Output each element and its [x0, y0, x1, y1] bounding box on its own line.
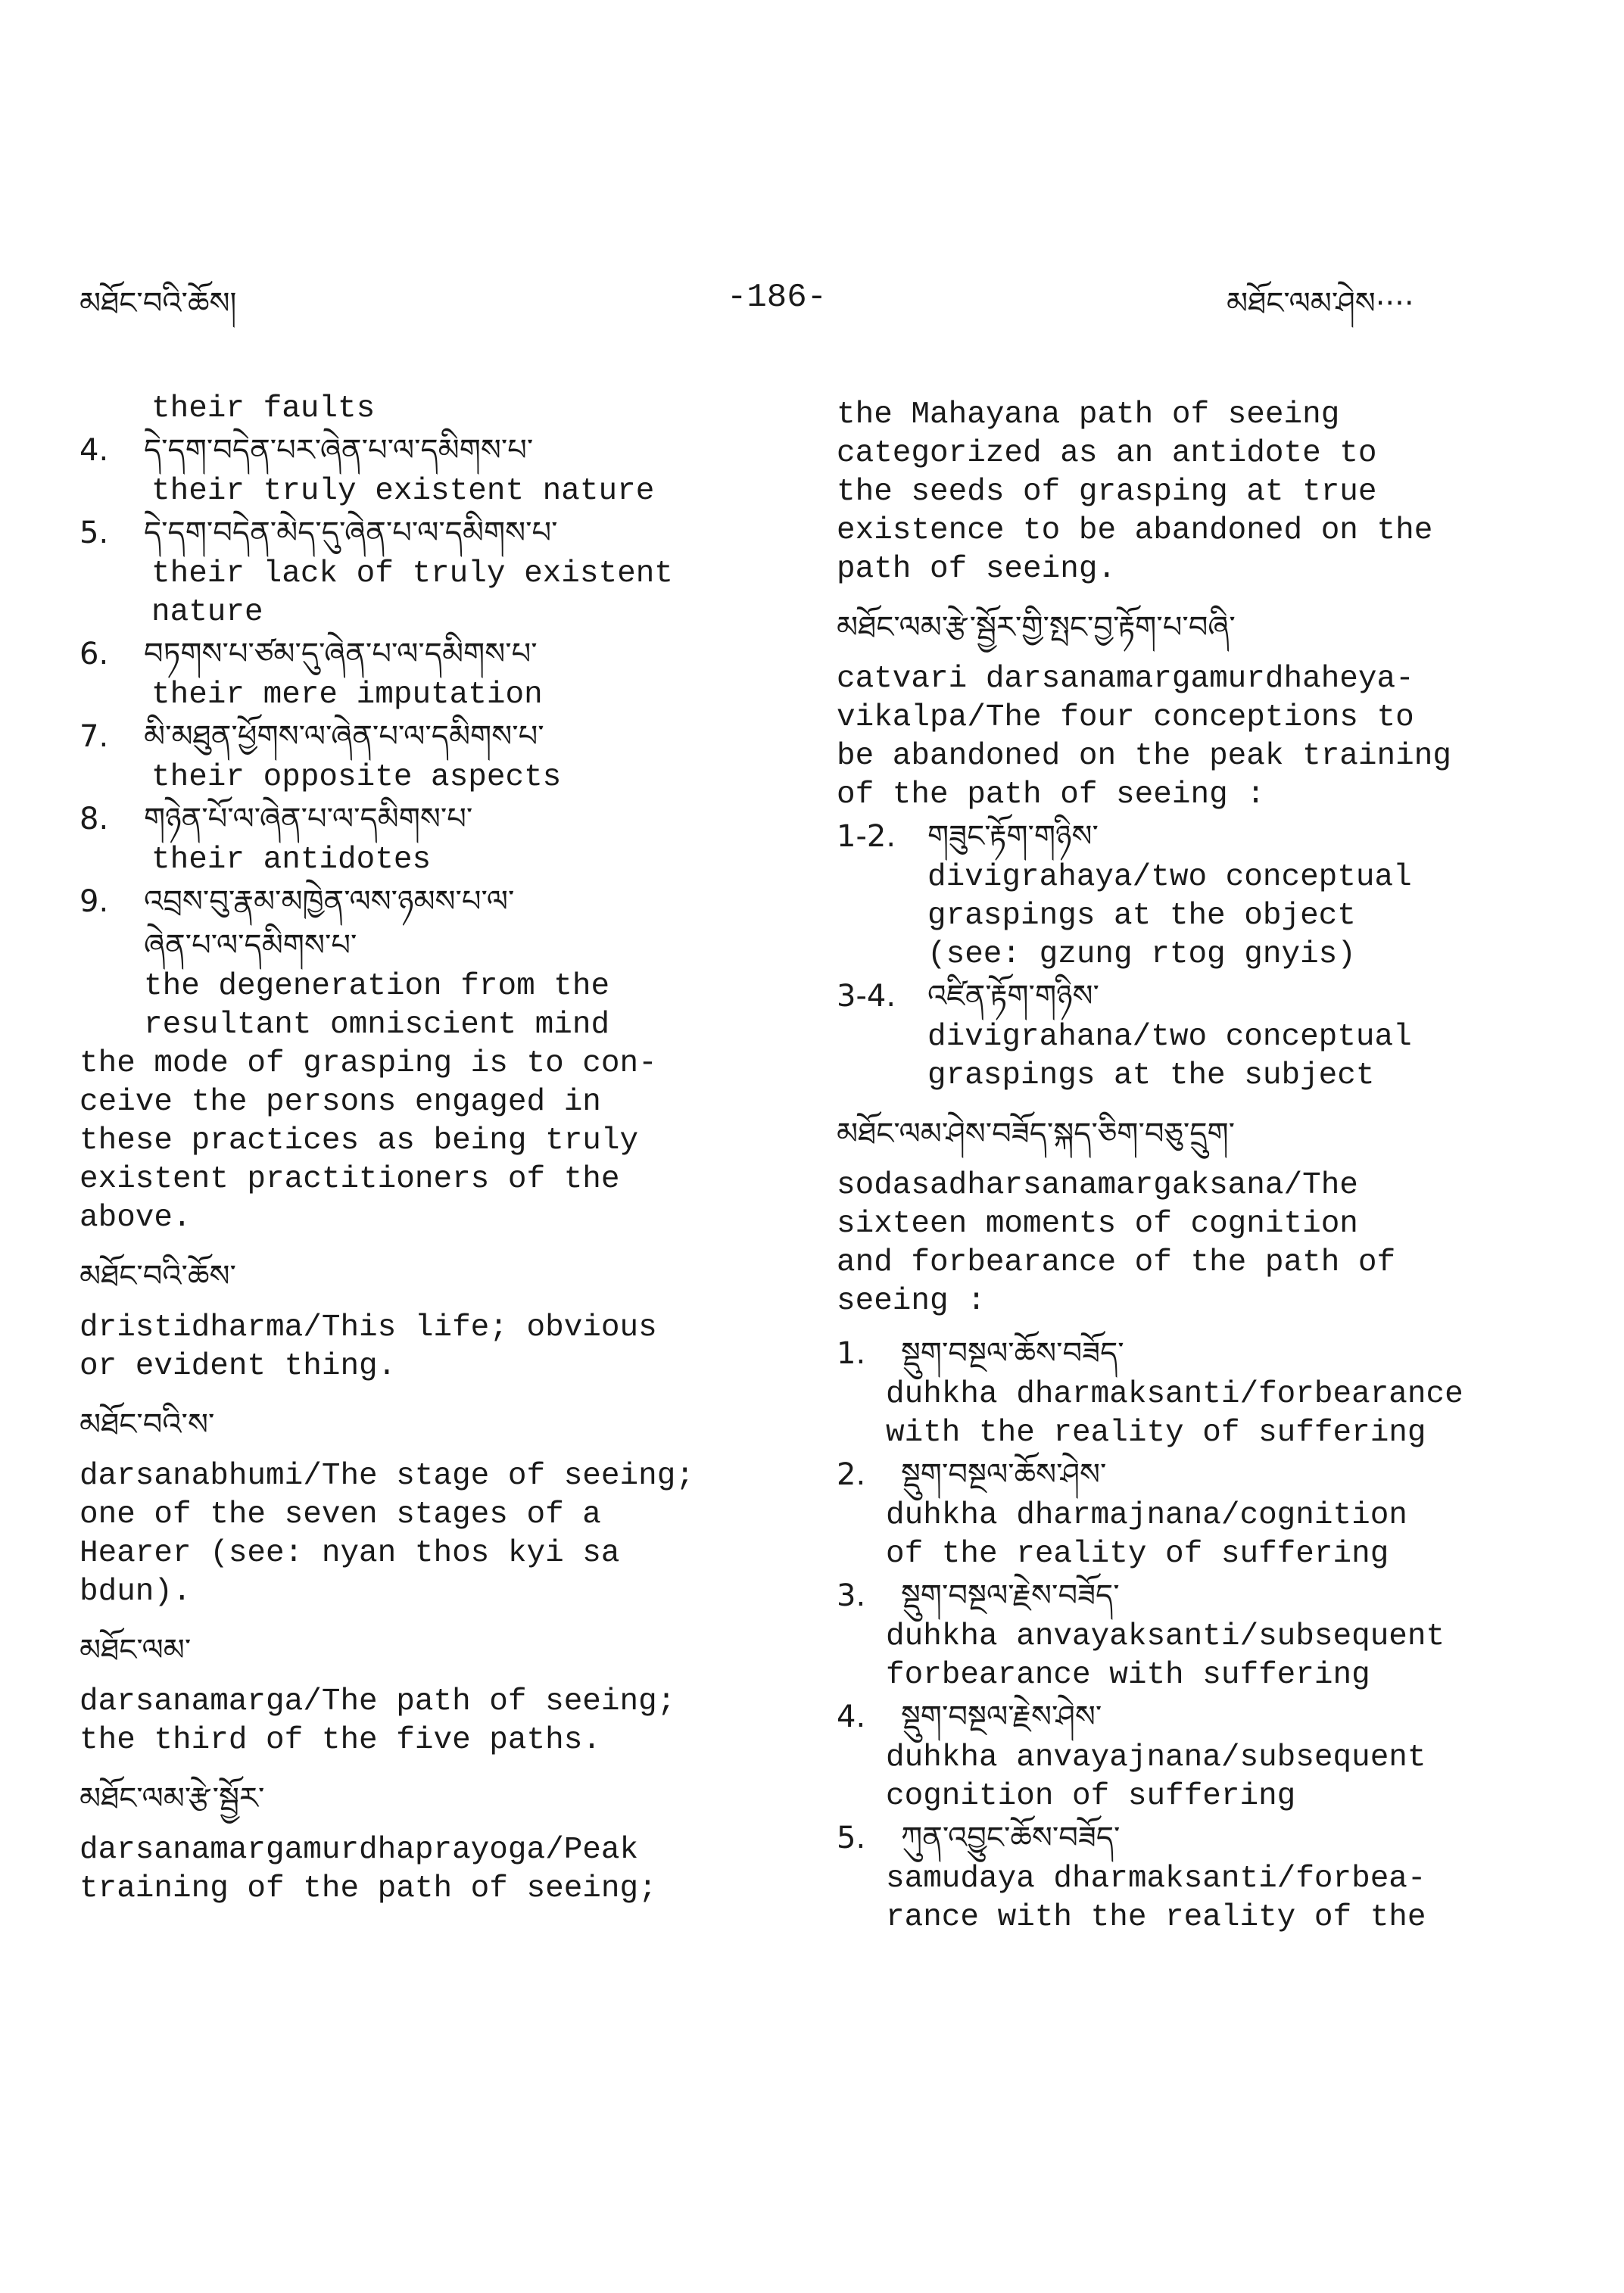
page-number: -186- — [727, 279, 828, 316]
list-item-tibetan: 7. མི་མཐུན་ཕྱོགས་ལ་ཞེན་པ་ལ་དམིགས་པ་ — [79, 715, 761, 759]
item-number: 3. — [837, 1578, 866, 1613]
list-item-tibetan: 4. སྡུག་བསྔལ་རྗེས་ཤེས་ — [837, 1695, 1563, 1739]
gloss-line: graspings at the subject — [927, 1058, 1375, 1093]
entry-definition: and forbearance of the path of — [837, 1245, 1396, 1280]
gloss-line: of the reality of suffering — [886, 1537, 1389, 1572]
left-column — [79, 390, 761, 1908]
item-number: 8. — [79, 802, 109, 837]
entry-definition: or evident thing. — [79, 1349, 397, 1384]
list-item-tibetan-cont: ཞེན་པ་ལ་དམིགས་པ་ — [144, 928, 357, 963]
gloss-line: rance with the reality of the — [886, 1900, 1426, 1935]
list-item-tibetan: 5. ཀུན་འབྱུང་ཆོས་བཟོད་ — [837, 1816, 1563, 1860]
gloss-line: graspings at the object — [927, 899, 1356, 933]
item-number: 1. — [837, 1336, 866, 1371]
list-item-tibetan: 1-2. གཟུང་རྟོག་གཉིས་ — [837, 815, 1563, 858]
body-line: the Mahayana path of seeing — [837, 397, 1340, 432]
right-column — [837, 396, 1563, 1937]
list-item-tibetan: 1. སྡུག་བསྔལ་ཆོས་བཟོད་ — [837, 1332, 1563, 1375]
list-item-tibetan: 2. སྡུག་བསྔལ་ཆོས་ཤེས་ — [837, 1453, 1563, 1497]
body-line: above. — [79, 1201, 192, 1235]
list-item-tibetan: 9. འབྲས་བུ་རྣམ་མཁྱེན་ལས་ཉམས་པ་ལ་ — [79, 880, 761, 924]
list-item-tibetan: 4. དེ་དག་བདེན་པར་ཞེན་པ་ལ་དམིགས་པ་ — [79, 428, 761, 472]
item-number: 9. — [79, 884, 109, 919]
gloss-line: duhkha dharmajnana/cognition — [886, 1498, 1407, 1533]
body-line: these practices as being truly — [79, 1123, 639, 1158]
list-item-tibetan: 6. བཏགས་པ་ཙམ་དུ་ཞེན་པ་ལ་དམིགས་པ་ — [79, 632, 761, 676]
gloss-line: duhkha anvayajnana/subsequent — [886, 1740, 1426, 1775]
gloss-line: with the reality of suffering — [886, 1416, 1426, 1450]
entry-definition: bdun). — [79, 1575, 192, 1609]
entry-headword: མཐོང་ལམ་རྩེ་སྦྱོར་གྱི་སྤང་བྱ་རྟོག་པ་བཞི་ — [837, 610, 1236, 645]
entry-headword: མཐོང་བའི་ས་ — [79, 1407, 215, 1442]
gloss-line: divigrahana/two conceptual — [927, 1020, 1412, 1055]
gloss-line: (see: gzung rtog gnyis) — [927, 937, 1356, 972]
entry-definition: sixteen moments of cognition — [837, 1207, 1358, 1242]
entry-definition: of the path of seeing : — [837, 777, 1265, 812]
body-line: ceive the persons engaged in — [79, 1085, 601, 1120]
gloss-line: forbearance with suffering — [886, 1658, 1370, 1693]
list-item-tibetan: 8. གཉེན་པོ་ལ་ཞེན་པ་ལ་དམིགས་པ་ — [79, 797, 761, 841]
item-number: 4. — [837, 1699, 866, 1734]
list-item-tibetan: 5. དེ་དག་བདེན་མེད་དུ་ཞེན་པ་ལ་དམིགས་པ་ — [79, 511, 761, 555]
body-line: path of seeing. — [837, 552, 1117, 587]
entry-definition: darsanamargamurdhaprayoga/Peak — [79, 1833, 639, 1868]
list-item-tibetan: 3-4. འཛིན་རྟོག་གཉིས་ — [837, 974, 1563, 1018]
body-line: the mode of grasping is to con- — [79, 1046, 657, 1081]
running-head-right: མཐོང་ལམ་ཤེས···· — [1227, 286, 1414, 321]
gloss-line: their opposite aspects — [151, 760, 562, 795]
list-item-tibetan: 3. སྡུག་བསྔལ་རྗེས་བཟོད་ — [837, 1574, 1563, 1618]
item-number: 2. — [837, 1457, 866, 1492]
gloss-line: their truly existent nature — [151, 474, 655, 509]
gloss-line: divigrahaya/two conceptual — [927, 860, 1412, 895]
entry-definition: the third of the five paths. — [79, 1723, 601, 1758]
entry-definition: dristidharma/This life; obvious — [79, 1310, 657, 1345]
gloss-line: resultant omniscient mind — [144, 1008, 610, 1042]
item-number: 3-4. — [837, 979, 896, 1014]
running-head-left: མཐོང་བའི་ཆོས། — [79, 286, 237, 321]
body-line: existent practitioners of the — [79, 1162, 620, 1197]
gloss-line: their antidotes — [151, 843, 432, 877]
gloss-line: samudaya dharmaksanti/forbea- — [886, 1862, 1426, 1896]
entry-definition: catvari darsanamargamurdhaheya- — [837, 662, 1414, 696]
body-line: the seeds of grasping at true — [837, 475, 1377, 509]
entry-definition: seeing : — [837, 1284, 986, 1319]
body-line: existence to be abandoned on the — [837, 513, 1433, 548]
item-number: 6. — [79, 637, 109, 671]
gloss-line: duhkha anvayaksanti/subsequent — [886, 1619, 1445, 1654]
entry-definition: darsanamarga/The path of seeing; — [79, 1684, 676, 1719]
item-number: 4. — [79, 433, 109, 468]
entry-definition: darsanabhumi/The stage of seeing; — [79, 1459, 694, 1494]
item-number: 7. — [79, 719, 109, 754]
body-line: categorized as an antidote to — [837, 436, 1377, 471]
item-number: 5. — [837, 1821, 866, 1855]
entry-definition: sodasadharsanamargaksana/The — [837, 1168, 1358, 1203]
entry-definition: vikalpa/The four conceptions to — [837, 700, 1414, 735]
gloss-line: the degeneration from the — [144, 969, 610, 1004]
gloss-line: nature — [151, 595, 263, 630]
entry-headword: མཐོང་བའི་ཆོས་ — [79, 1259, 236, 1294]
gloss-line: duhkha dharmaksanti/forbearance — [886, 1377, 1463, 1412]
item-number: 5. — [79, 516, 109, 550]
gloss-line: their faults — [151, 391, 376, 426]
gloss-line: cognition of suffering — [886, 1779, 1296, 1814]
entry-headword: མཐོང་ལམ་ཤེས་བཟོད་སྐད་ཅིག་བཅུ་དྲུག་ — [837, 1117, 1236, 1151]
entry-headword: མཐོང་ལམ་རྩེ་སྦྱོར་ — [79, 1781, 265, 1816]
entry-definition: Hearer (see: nyan thos kyi sa — [79, 1536, 620, 1571]
item-number: 1-2. — [837, 819, 896, 854]
entry-headword: མཐོང་ལམ་ — [79, 1633, 192, 1668]
entry-definition: be abandoned on the peak training — [837, 739, 1451, 774]
entry-definition: one of the seven stages of a — [79, 1497, 601, 1532]
entry-definition: training of the path of seeing; — [79, 1871, 657, 1906]
gloss-line: their mere imputation — [151, 678, 543, 712]
gloss-line: their lack of truly existent — [151, 556, 673, 591]
